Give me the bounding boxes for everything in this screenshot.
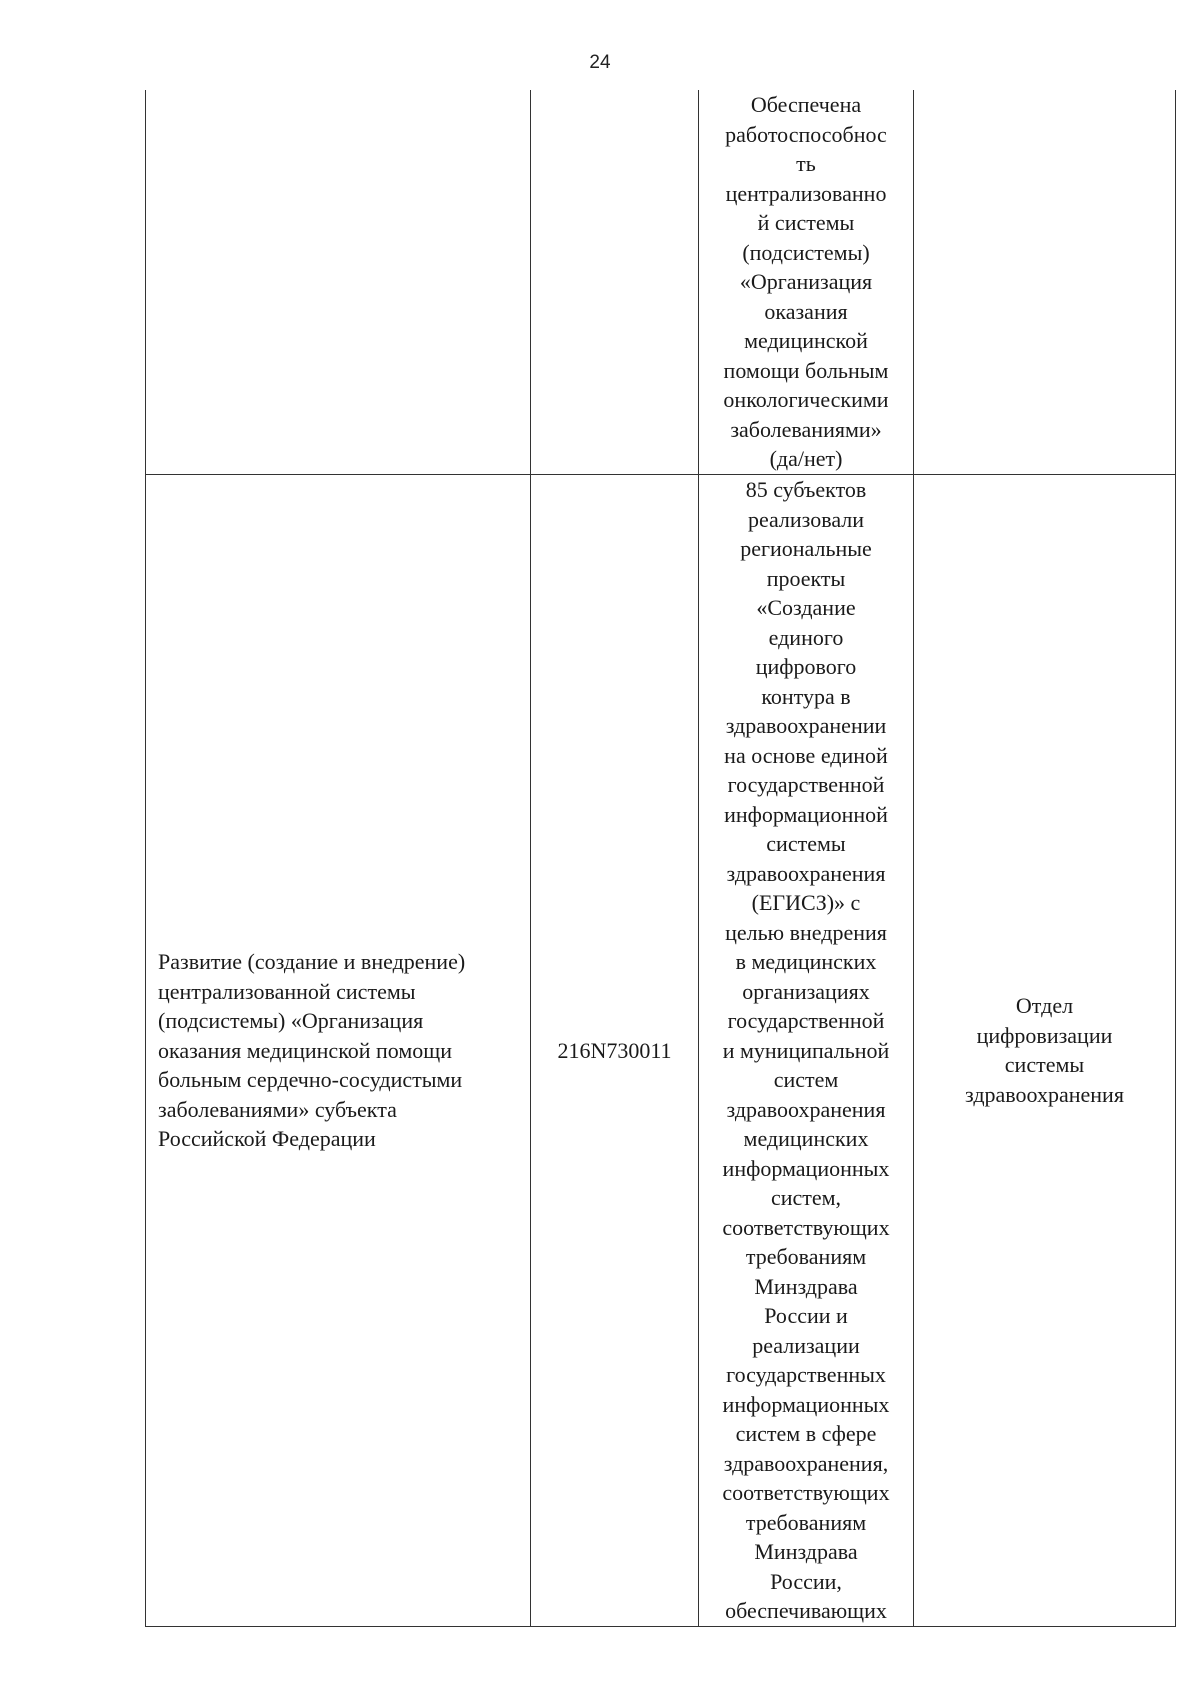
result-text-line: информационных bbox=[722, 1391, 890, 1417]
result-text-line: региональные bbox=[740, 536, 872, 561]
code-cell: 216N730011 bbox=[531, 475, 699, 1627]
result-text-line: России и bbox=[764, 1303, 848, 1328]
result-text-line: ть bbox=[796, 151, 816, 177]
result-text-line: медицинских bbox=[743, 1126, 869, 1151]
result-text-line: Минздрава bbox=[754, 1273, 858, 1299]
page-number: 24 bbox=[589, 52, 611, 73]
event-name-cell bbox=[146, 90, 531, 475]
result-text-line: контура в bbox=[761, 683, 851, 709]
result-text-line: работоспособнос bbox=[725, 121, 887, 147]
result-text-line: медицинской bbox=[744, 328, 868, 354]
document-table bbox=[145, 90, 1176, 1627]
event-name-line: (подсистемы) «Организация bbox=[158, 1008, 424, 1033]
result-text-line: здравоохранении bbox=[725, 713, 887, 738]
result-text-line: России, bbox=[770, 1568, 842, 1594]
result-text-line: соответствующих bbox=[722, 1480, 890, 1505]
result-text-line: и муниципальной bbox=[722, 1037, 890, 1063]
result-text-line: государственных bbox=[726, 1362, 886, 1387]
event-name-line: Российской Федерации bbox=[158, 1126, 376, 1151]
result-text-line: проекты bbox=[766, 565, 846, 591]
result-text-line: соответствующих bbox=[722, 1214, 890, 1240]
result-text-line: систем bbox=[773, 1067, 839, 1092]
event-name-cell bbox=[146, 475, 531, 1627]
result-text-line: (ЕГИСЗ)» с bbox=[751, 890, 861, 915]
event-name-line: заболеваниями» субъекта bbox=[158, 1096, 397, 1122]
result-text-line: оказания bbox=[764, 298, 848, 324]
result-text-line: заболеваниями» bbox=[730, 416, 882, 442]
result-text-line: обеспечивающих bbox=[725, 1598, 887, 1623]
result-text-line: государственной bbox=[727, 1008, 885, 1033]
table-row bbox=[146, 90, 1176, 475]
result-text-line: Минздрава bbox=[754, 1539, 858, 1564]
responsible-cell bbox=[914, 90, 1176, 475]
responsible-text-line: цифровизации bbox=[976, 1022, 1113, 1048]
event-name-line: централизованной системы bbox=[158, 978, 416, 1004]
result-text-line: здравоохранения bbox=[726, 1096, 886, 1122]
result-text-line: (подсистемы) bbox=[742, 239, 870, 265]
result-text-line: единого bbox=[768, 624, 844, 650]
code-cell bbox=[531, 90, 699, 475]
event-name-line: оказания медицинской помощи bbox=[158, 1037, 453, 1063]
responsible-cell bbox=[914, 475, 1176, 1627]
result-text-line: Обеспечена bbox=[750, 92, 862, 118]
responsible-text-line: системы bbox=[1004, 1052, 1085, 1078]
result-text-line: централизованно bbox=[725, 180, 887, 206]
result-text-line: цифрового bbox=[755, 654, 857, 679]
result-text-line: (да/нет) bbox=[769, 446, 843, 472]
result-text-line: государственной bbox=[727, 772, 885, 797]
result-text-line: системы bbox=[766, 831, 846, 856]
event-name-line: Развитие (создание и внедрение) bbox=[158, 949, 466, 974]
result-text-line: помощи больным bbox=[723, 357, 889, 383]
result-text-line: на основе единой bbox=[724, 742, 888, 768]
result-text-line: требованиям bbox=[745, 1244, 867, 1269]
result-text-line: здравоохранения bbox=[726, 860, 886, 886]
result-text-line: требованиям bbox=[745, 1509, 867, 1535]
responsible-text-line: Отдел bbox=[1015, 993, 1074, 1019]
result-text-line: 85 субъектов bbox=[745, 477, 867, 502]
result-text-line: информационных bbox=[722, 1155, 890, 1181]
responsible-text-line: здравоохранения bbox=[965, 1081, 1124, 1107]
table-row bbox=[146, 475, 1176, 1627]
result-text-line: здравоохранения, bbox=[723, 1450, 889, 1476]
result-text-line: онкологическими bbox=[723, 387, 889, 413]
result-text-line: реализации bbox=[752, 1332, 860, 1358]
result-text-line: «Создание bbox=[756, 595, 856, 620]
result-text-line: «Организация bbox=[739, 269, 873, 295]
result-text-line: целью внедрения bbox=[725, 919, 887, 945]
result-text-line: реализовали bbox=[747, 506, 865, 532]
result-cell bbox=[699, 475, 914, 1627]
result-cell bbox=[699, 90, 914, 475]
result-text-line: й системы bbox=[757, 210, 855, 236]
result-text-line: организациях bbox=[742, 978, 870, 1004]
result-text-line: в медицинских bbox=[735, 949, 877, 974]
event-name-line: больным сердечно-сосудистыми bbox=[158, 1067, 463, 1092]
result-text-line: систем в сфере bbox=[735, 1421, 877, 1446]
result-text-line: систем, bbox=[770, 1185, 842, 1210]
result-text-line: информационной bbox=[724, 801, 888, 827]
